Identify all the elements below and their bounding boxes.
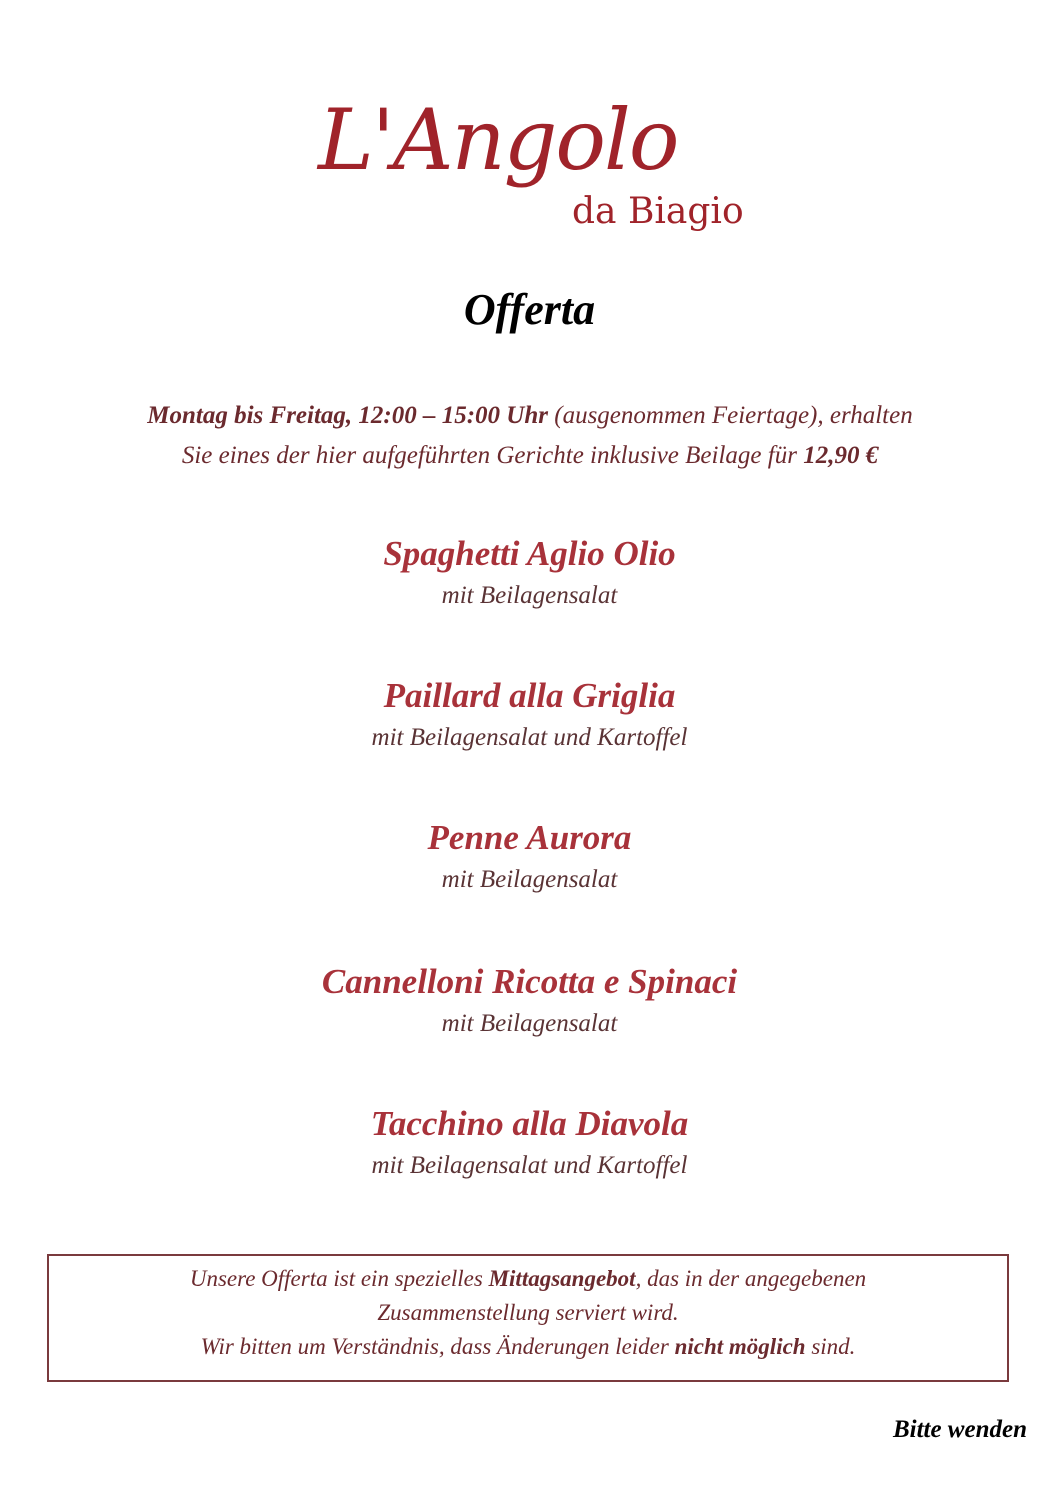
- footer-note: Bitte wenden: [892, 1416, 1027, 1443]
- notice-line1-b: , das in der angegebenen: [635, 1266, 867, 1291]
- logo-name: L'Angolo: [318, 91, 678, 189]
- notice-line1-bold: Mittagsangebot: [488, 1266, 636, 1291]
- dish-item: [0, 816, 1059, 900]
- intro-text-1: (ausgenommen Feiertage), erhalten: [548, 402, 913, 429]
- dish-name: Paillard alla Griglia: [383, 676, 676, 715]
- notice-box: [47, 1254, 1009, 1382]
- dish-name: Tacchino alla Diavola: [370, 1104, 689, 1143]
- notice-line3-a: Wir bitten um Verständnis, dass Änderungen leider: [200, 1334, 675, 1359]
- dish-name: Spaghetti Aglio Olio: [383, 534, 676, 573]
- page-title: Offerta: [463, 285, 596, 334]
- dish-side: mit Beilagensalat und Kartoffel: [371, 1152, 688, 1179]
- dish-side: mit Beilagensalat: [441, 866, 618, 893]
- intro-price: 12,90 €: [803, 442, 879, 469]
- dish-item: [0, 960, 1059, 1044]
- notice-line2: Zusammenstellung serviert wird.: [377, 1300, 679, 1325]
- dish-item: [0, 532, 1059, 616]
- dish-side: mit Beilagensalat: [441, 1010, 618, 1037]
- dish-side: mit Beilagensalat und Kartoffel: [371, 724, 688, 751]
- dish-item: [0, 674, 1059, 758]
- intro-hours: Montag bis Freitag, 12:00 – 15:00 Uhr: [147, 402, 548, 429]
- dish-name: Penne Aurora: [427, 818, 632, 857]
- dish-side: mit Beilagensalat: [441, 582, 618, 609]
- intro-text: [60, 396, 1000, 476]
- restaurant-logo: [0, 90, 1059, 250]
- intro-text-2: Sie eines der hier aufgeführten Gerichte inklusive Beilage für: [181, 442, 804, 469]
- notice-line3-bold: nicht möglich: [674, 1334, 806, 1359]
- notice-line3-b: sind.: [805, 1334, 856, 1359]
- logo-subtitle: da Biagio: [572, 191, 744, 232]
- notice-line1-a: Unsere Offerta ist ein spezielles: [189, 1266, 489, 1291]
- dish-item: [0, 1102, 1059, 1186]
- dish-name: Cannelloni Ricotta e Spinaci: [321, 962, 738, 1001]
